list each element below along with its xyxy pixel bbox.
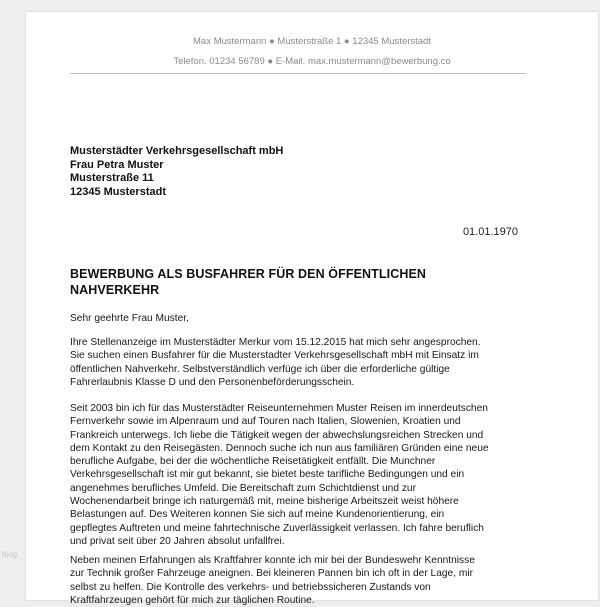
text-line: Verkehrsgesellschaft ist mir gut bekannt, sie bietet beste tarifliche Bedingungen und ein: [70, 469, 465, 481]
text-line: gepflegtes Auftreten und meine fahrtechnische Zuverlässigkeit verlassen. Ich fahre beruflich: [70, 522, 484, 534]
sender-address: Max Mustermann ● Musterstraße 1 ● 12345 Musterstadt: [193, 36, 431, 47]
text-line: Fahrerlaubnis Klasse D und den Personenbeförderungsschein.: [70, 376, 355, 388]
letter-subject: [70, 266, 540, 298]
text-line: berufliche Aufgabe, bei der die wöchentliche Reisetätigkeit entfällt. Die Munchner: [70, 456, 436, 468]
recipient-street: Musterstraße 11: [70, 172, 154, 184]
text-line: Belastungen auf. Des Weiteren konnen Sie sich auf meine Kundenorientierung, ein: [70, 509, 445, 521]
text-line: Kraftfahrzeugen gehört für mich zur täglichen Routine.: [70, 594, 315, 606]
text-line: öffentlichen Nahverkehr. Selbstverständlich verfüge ich über die erforderliche gültige: [70, 363, 450, 375]
text-line: zur Technik großer Fahrzeuge aneignen. Bei kleineren Pannen bin ich oft in der Lage, mir: [70, 568, 474, 580]
text-line: Sie suchen einen Busfahrer für die Musterstadter Verkehrsgesellschaft mbH mit Einsatz im: [70, 350, 479, 362]
text-line: selbst zu helfen. Die Kontrolle des verkehrs- und betriebssicheren Zustands von: [70, 581, 431, 593]
text-line: angenehmes berufliches Umfeld. Die Bereitschaft zum Schichtdienst und zur: [70, 482, 416, 494]
paragraph-3: [70, 554, 540, 607]
text-line: und privat seit über 20 Jahren absolut unfallfrei.: [70, 535, 285, 547]
text-line: Neben meinen Erfahrungen als Kraftfahrer konnte ich mir bei der Bundeswehr Kenntnisse: [70, 555, 475, 566]
sender-contact: Telefon. 01234 56789 ● E-Mail. max.mustermann@bewerbung.co: [173, 56, 451, 67]
recipient-name: Frau Petra Muster: [70, 158, 164, 171]
text-line: dem Kontakt zu den Reisegästen. Dennoch suche ich nun aus familiären Gründen eine neue: [70, 442, 489, 454]
letter-page: [26, 12, 598, 606]
subject-line: NAHVERKEHR: [70, 283, 160, 297]
recipient-company: Musterstädter Verkehrsgesellschaft mbH: [70, 145, 284, 157]
text-line: Seit 2003 bin ich für das Musterstädter Reiseunternehmen Muster Reisen im innerdeutschen: [70, 403, 488, 414]
paragraph-2: [70, 402, 540, 548]
header-divider: [70, 73, 526, 74]
text-line: Fernverkehr sowie im Alpenraum und auf Touren nach Italien, Slowenien, Kroatien und: [70, 416, 461, 428]
salutation: Sehr geehrte Frau Muster,: [70, 313, 189, 324]
text-line: Ihre Stellenanzeige im Musterstädter Merkur vom 15.12.2015 hat mich sehr angesprochen.: [70, 337, 481, 348]
recipient-city: 12345 Musterstadt: [70, 185, 166, 198]
blog-watermark: blog: [2, 550, 18, 559]
subject-line: BEWERBUNG ALS BUSFAHRER FÜR DEN ÖFFENTLICHEN: [70, 267, 427, 281]
letter-date: 01.01.1970: [462, 226, 518, 238]
recipient-address: [70, 145, 283, 199]
text-line: Frankreich unterwegs. Ich liebe die Tätigkeit wegen der abwechslungsreichen Strecken und: [70, 429, 484, 441]
text-line: Wochenendarbeit bringe ich naturgemäß mit, meine bisherige Arbeitszeit weist höhere: [70, 496, 459, 508]
paragraph-1: [70, 336, 540, 389]
